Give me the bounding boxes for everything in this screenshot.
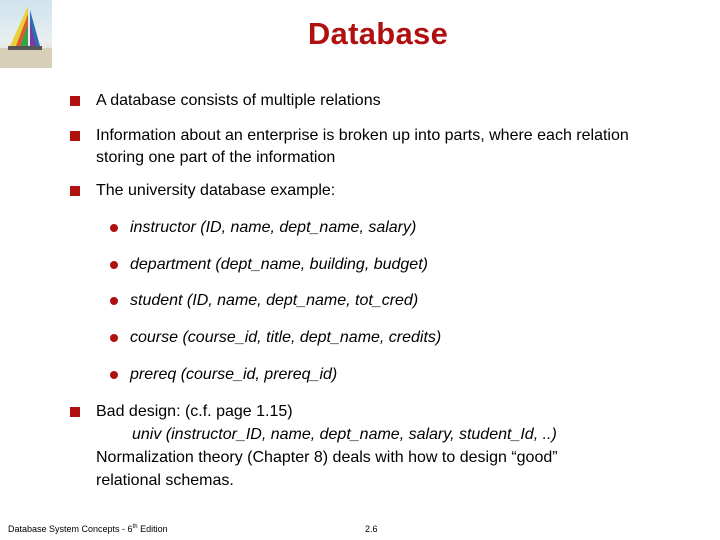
- bullet-text: Information about an enterprise is broken up into parts, where each relation storing one part of the information: [96, 127, 629, 166]
- round-bullet-icon: [110, 371, 118, 379]
- footer-book-sup: th: [132, 524, 138, 530]
- relation-schema-course: course (course_id, title, dept_name, credits): [130, 329, 442, 346]
- relation-schema-department: department (dept_name, building, budget): [130, 256, 428, 273]
- page-number: 2.6: [365, 524, 378, 534]
- round-bullet-icon: [110, 261, 118, 269]
- bad-design-schema: univ (instructor_ID, name, dept_name, salary, student_Id, ..): [132, 426, 557, 443]
- square-bullet-icon: [70, 407, 80, 417]
- square-bullet-icon: [70, 96, 80, 106]
- round-bullet-icon: [110, 224, 118, 232]
- round-bullet-icon: [110, 297, 118, 305]
- relation-schema-prereq: prereq (course_id, prereq_id): [130, 366, 338, 383]
- slide-title: Database: [307, 16, 449, 51]
- relation-schema-instructor: instructor (ID, name, dept_name, salary): [130, 219, 417, 236]
- square-bullet-icon: [70, 186, 80, 196]
- round-bullet-icon: [110, 334, 118, 342]
- square-bullet-icon: [70, 131, 80, 141]
- bullet-text: The university database example:: [96, 182, 336, 199]
- footer-book-text: Database System Concepts - 6: [8, 524, 133, 534]
- bad-design-heading: Bad design: (c.f. page 1.15): [96, 403, 293, 420]
- bullet-text: A database consists of multiple relations: [96, 92, 381, 109]
- relation-schema-student: student (ID, name, dept_name, tot_cred): [130, 292, 419, 309]
- footer-book-edition: Edition: [137, 524, 168, 534]
- normalization-note: Normalization theory (Chapter 8) deals with how to design “good”: [96, 449, 558, 466]
- normalization-note-cont: relational schemas.: [96, 472, 234, 489]
- footer-book: [8, 524, 168, 534]
